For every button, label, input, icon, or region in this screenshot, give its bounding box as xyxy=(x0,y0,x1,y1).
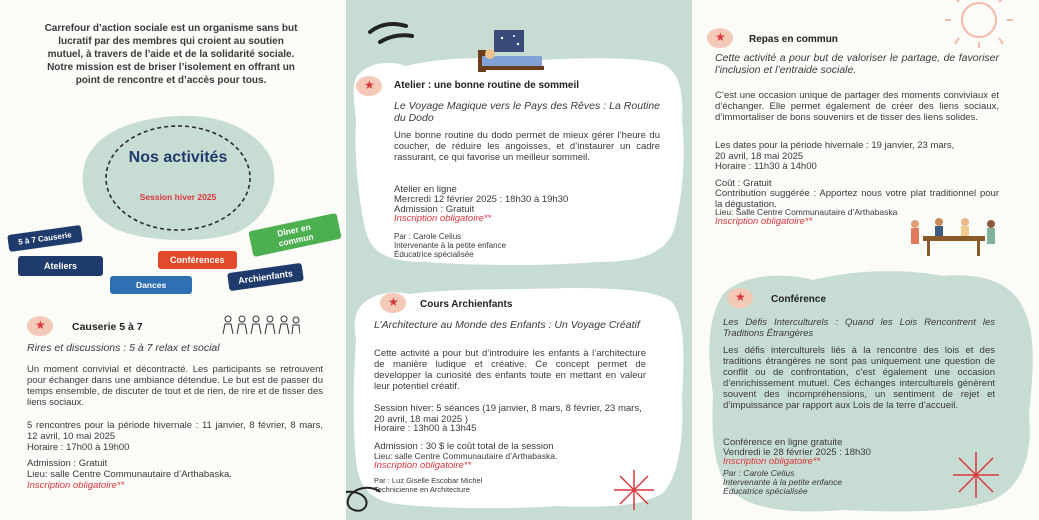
causerie-lieu: Lieu: salle Centre Communautaire d’Arthabaska. xyxy=(27,469,232,480)
tag-ateliers: Ateliers xyxy=(18,256,103,276)
intro-text: Carrefour d’action sociale est un organisme sans but lucratif par des membres qui croient au soutien mutuel, à travers de l’aide et de la solidarité sociale. Notre mission est de briser l’isolement en offrant un point de rencontre et d’accès pour tous. xyxy=(44,23,298,86)
red-asterisk-deco xyxy=(612,468,656,512)
repas-inscription: Inscription obligatoire** xyxy=(715,216,813,227)
repas-dates: Les dates pour la période hivernale : 19 janvier, 23 mars, 20 avril, 18 mai 2025 xyxy=(715,140,955,162)
sommeil-role2: Éducatrice spécialisée xyxy=(394,250,474,259)
sommeil-date: Mercredi 12 février 2025 : 18h30 à 19h30 xyxy=(394,194,569,205)
repas-lieu: Lieu: Salle Centre Communautaire d’Arthabaska xyxy=(715,207,898,217)
archi-role: Technicienne en Architecture xyxy=(374,485,470,494)
activities-blob xyxy=(78,112,278,242)
repas-star-icon xyxy=(707,28,733,48)
tag-archienfants: Archienfants xyxy=(227,263,304,291)
people-icon xyxy=(222,314,300,336)
conf-role2: Éducatrice spécialisée xyxy=(723,486,808,496)
bed-illustration xyxy=(474,28,546,74)
causerie-admission: Admission : Gratuit xyxy=(27,458,108,469)
dining-illustration xyxy=(905,214,1001,258)
causerie-desc: Un moment convivial et décontracté. Les participants se retrouvent pour échanger dans une ambiance détendue. Le but est de passer du temps ensemble, de discuter de tout et de rien, de rire et de tisser des liens sociaux. xyxy=(27,364,323,408)
tag-conferences: Conférences xyxy=(158,251,237,269)
causerie-star-icon xyxy=(27,316,53,336)
repas-hours: Horaire : 11h30 à 14h00 xyxy=(715,161,817,172)
repas-cout: Coût : Gratuit xyxy=(715,178,772,189)
conf-date: Vendredi le 28 février 2025 : 18h30 xyxy=(723,447,871,458)
panel-right xyxy=(693,0,1039,520)
sommeil-star-icon xyxy=(356,76,382,96)
tag-dances: Dances xyxy=(110,276,192,294)
sun-icon xyxy=(931,0,1021,58)
swirl-deco xyxy=(366,18,426,48)
sommeil-inscription: Inscription obligatoire** xyxy=(394,213,492,224)
activities-session: Session hiver 2025 xyxy=(139,192,217,202)
loop-doodle xyxy=(346,480,382,516)
repas-desc1: Cette activité a pour but de valoriser le partage, de favoriser l’inclusion et l’entraide sociale. xyxy=(715,52,999,76)
archi-lieu: Lieu: salle Centre Communautaire d’Arthabaska. xyxy=(374,451,558,461)
sommeil-admission: Admission : Gratuit xyxy=(394,204,475,215)
archi-hours: Horaire : 13h00 à 13h45 xyxy=(374,423,477,434)
repas-desc2: C’est une occasion unique de partager des moments conviviaux et d’échanger. Elle permet également de créer des liens sociaux, d’immortaliser de bons souvenirs et de tisser des liens solides. xyxy=(715,90,999,123)
sommeil-desc: Une bonne routine du dodo permet de mieux gérer l’heure du coucher, de réduire les angoisses, et d’instaurer un cadre rassurant, ce qui favorise un meilleur sommeil. xyxy=(394,130,660,163)
sommeil-par: Par : Carole Celius xyxy=(394,232,462,241)
conf-par: Par : Carole Celius xyxy=(723,468,795,478)
sommeil-title: Atelier : une bonne routine de sommeil xyxy=(394,80,580,91)
archi-subtitle: L’Architecture au Monde des Enfants : Un Voyage Créatif xyxy=(374,319,640,331)
sommeil-online: Atelier en ligne xyxy=(394,184,457,195)
panel-left xyxy=(0,0,345,520)
archi-star-icon xyxy=(380,293,406,313)
red-asterisk-right-deco xyxy=(951,450,1001,500)
sommeil-subtitle: Le Voyage Magique vers le Pays des Rêves : La Routine du Dodo xyxy=(394,100,660,124)
causerie-subtitle: Rires et discussions : 5 à 7 relax et social xyxy=(27,342,220,354)
activities-title: Nos activités xyxy=(128,149,228,166)
causerie-title: Causerie 5 à 7 xyxy=(72,321,143,333)
conf-desc: Les défis interculturels liés à la rencontre des lois et des traditions étrangères ne sont pas uniquement une question de conflit ou de confrontation, c’est également une occasion d’enrichissement mutuel. Ces échanges interculturels génèrent souvent des incompréhensions, un sentiment de rejet et d’impuissance par rapport aux Lois de la terre d’accueil. xyxy=(723,345,995,411)
repas-contribution: Contribution suggérée : Apportez nous votre plat traditionnel pour la dégustation. xyxy=(715,188,999,210)
archi-desc: Cette activité a pour but d’introduire les enfants à l’architecture de manière ludique et créative. Ce concept permet de developper la curiosité des enfants toute en mettant en valeur leur potentiel créatif. xyxy=(374,348,646,392)
causerie-inscription: Inscription obligatoire** xyxy=(27,480,125,491)
panel-middle xyxy=(346,0,692,520)
causerie-dates: 5 rencontres pour la période hivernale : 11 janvier, 8 février, 8 mars, 12 avril, 10 mai 2025 xyxy=(27,420,323,442)
conf-role1: Intervenante à la petite enfance xyxy=(723,477,843,487)
archi-inscription: Inscription obligatoire** xyxy=(374,460,472,471)
conf-subtitle: Les Défis Interculturels : Quand les Lois Rencontrent les Traditions Étrangères xyxy=(723,317,995,339)
conf-title: Conférence xyxy=(771,294,827,305)
archi-title: Cours Archienfants xyxy=(420,299,513,310)
archi-session: Session hiver: 5 séances (19 janvier, 8 mars, 8 février, 23 mars, 20 avril, 18 mai 2025 ) xyxy=(374,403,642,425)
tag-diner-label: Dîner en commun xyxy=(276,221,315,249)
conf-star-icon xyxy=(727,288,753,308)
tag-causerie: 5 à 7 Causerie xyxy=(7,225,82,252)
archi-admission: Admission : 30 $ le coût total de la session xyxy=(374,441,554,452)
conf-inscription: Inscription obligatoire** xyxy=(723,456,821,467)
conf-online: Conférence en ligne gratuite xyxy=(723,437,843,448)
repas-title: Repas en commun xyxy=(749,34,838,45)
archi-par: Par : Luz Giselle Escobar Michel xyxy=(374,476,483,485)
sommeil-role1: Intervenante à la petite enfance xyxy=(394,241,507,250)
causerie-hours: Horaire : 17h00 à 19h00 xyxy=(27,442,130,453)
